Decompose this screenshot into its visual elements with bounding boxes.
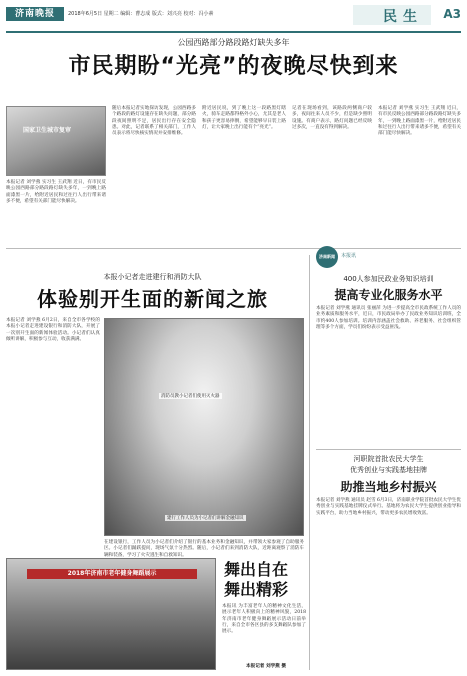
right-kicker: 400人参加民政业务知识培训 xyxy=(343,275,434,283)
right-headline: 提高专业化服务水平 xyxy=(334,288,443,302)
dance-photo xyxy=(6,558,216,670)
feature-text-col1: 本报记者 刘学燕 6月2日，来自全市各学校的本报小记者走进建设银行和消防大队，开展了一次别开生面的新闻体验活动。小记者们认真倾听讲解，积极参与互动，收获满满。 xyxy=(6,318,100,342)
lead-text-col1: 本报记者 刘学燕 实习生 王武翔 近日，有市民反映公园西路部分路段路灯缺失多年，一到晚上路面漆黑一片，给附近居民和过往行人出行带来诸多不便，希望有关部门能尽快解决。 xyxy=(6,180,106,204)
newspaper-logo: 济南晚报 xyxy=(6,7,64,21)
feature-headline: 体验别开生面的新闻之旅 xyxy=(37,287,268,311)
feature-text-col2: 在建设银行，工作人员为小记者们介绍了银行的基本业务和金融知识，并带领大家参观了自助服务区。小记者们踊跃提问，现场气氛十分热烈。随后，小记者们来到消防大队，近距离观察了消防车辆和装备，学习了火灾逃生和自救知识。 xyxy=(104,540,304,558)
lead-text-col3: 附近居民说，到了晚上这一段路黑灯瞎火，骑车走路都得格外小心，尤其是老人和孩子更容易摔倒，希望能够早日装上路灯，让大家晚上出行能有个“亮光”。 xyxy=(202,106,286,130)
feature-photo-caption-2: 建行工作人员为小记者们讲解金融知识 xyxy=(167,516,244,521)
photo-sign-text: 国家卫生城市复审 xyxy=(23,127,72,134)
lead-text-col4: 记者在现场看到，该路段两侧商户较多，夜间往来人员不少，但是缺少照明设施。有商户表示，路灯问题已经反映过多次，一直没有得到解决。 xyxy=(292,106,372,130)
dance-byline: 本报记者 刘学燕 摄 xyxy=(246,664,286,669)
masthead-rule xyxy=(6,31,461,33)
right-text-1: 本报记者 刘学燕 通讯员 张丽萍 为进一步提高全市民政系统工作人员的业务素质和服务水平，近日，市民政局举办了民政业务知识培训班，全市约400人参加培训。培训内容涵盖社会救助、养老服务、社会组织管理等多个方面，学员们纷纷表示受益匪浅。 xyxy=(316,306,461,330)
dateline: 2018年6月5日 星期二 编辑：曹志成 版式：刘兴亮 校对：冯小素 xyxy=(68,11,214,17)
dance-banner: 2018年济南市老年健身舞蹈展示 xyxy=(27,569,197,579)
masthead xyxy=(6,5,461,31)
feature-photo-caption-1: 消防员教小记者们使用灭火器 xyxy=(161,394,220,399)
dance-title xyxy=(224,560,288,600)
right-divider xyxy=(316,449,461,450)
dance-title-line2: 舞出精彩 xyxy=(224,580,289,599)
feature-kicker: 本报小记者走进建行和消防大队 xyxy=(103,273,202,281)
right-kicker-2: 河职院首批农民大学生 xyxy=(353,455,424,463)
lead-text-col2: 随后本报记者实地探访发现，公园西路多个路段的路灯设施存在缺失问题，部分路段夜间照明不足，居民出行存在安全隐患。对此，记者联系了相关部门，工作人员表示将尽快核实情况并安排维修。 xyxy=(112,106,196,137)
right-text-2: 本报记者 刘学燕 通讯员 赵雪 6月3日，济南职业学院首批农民大学生优秀创业与实践基地挂牌仪式举行。基地将为农民大学生提供创业指导和实践平台，助力当地乡村振兴，带动更多农民增收致富。 xyxy=(316,498,461,516)
section-title: 民生 xyxy=(383,9,423,25)
page-number: A3 xyxy=(443,7,461,21)
news-badge-icon: 济南新闻 xyxy=(316,246,338,268)
badge-text: 本报讯 xyxy=(341,253,357,259)
lead-kicker: 公园西路部分路段路灯缺失多年 xyxy=(177,38,290,47)
dance-title-line1: 舞出自在 xyxy=(224,560,289,579)
right-headline-2: 助推当地乡村振兴 xyxy=(340,480,437,494)
lead-headline: 市民期盼“光亮”的夜晚尽快到来 xyxy=(68,54,399,79)
lead-photo xyxy=(6,106,106,176)
lead-text-col5: 本报记者 刘学燕 实习生 王武翔 近日，有市民反映公园西路部分路段路灯缺失多年，一到晚上路面漆黑一片，给附近居民和过往行人出行带来诸多不便，希望有关部门能尽快解决。 xyxy=(378,106,461,137)
right-kicker-3: 优秀创业与实践基地挂牌 xyxy=(350,466,427,474)
section-divider xyxy=(6,248,461,249)
dance-text: 本报讯 为丰富老年人的精神文化生活，展示老年人积极向上的精神风貌，2018年济南市老年健身舞蹈展示活动日前举行，来自全市各区县的多支舞蹈队参加了展示。 xyxy=(222,604,306,635)
feature-photo xyxy=(104,318,304,536)
